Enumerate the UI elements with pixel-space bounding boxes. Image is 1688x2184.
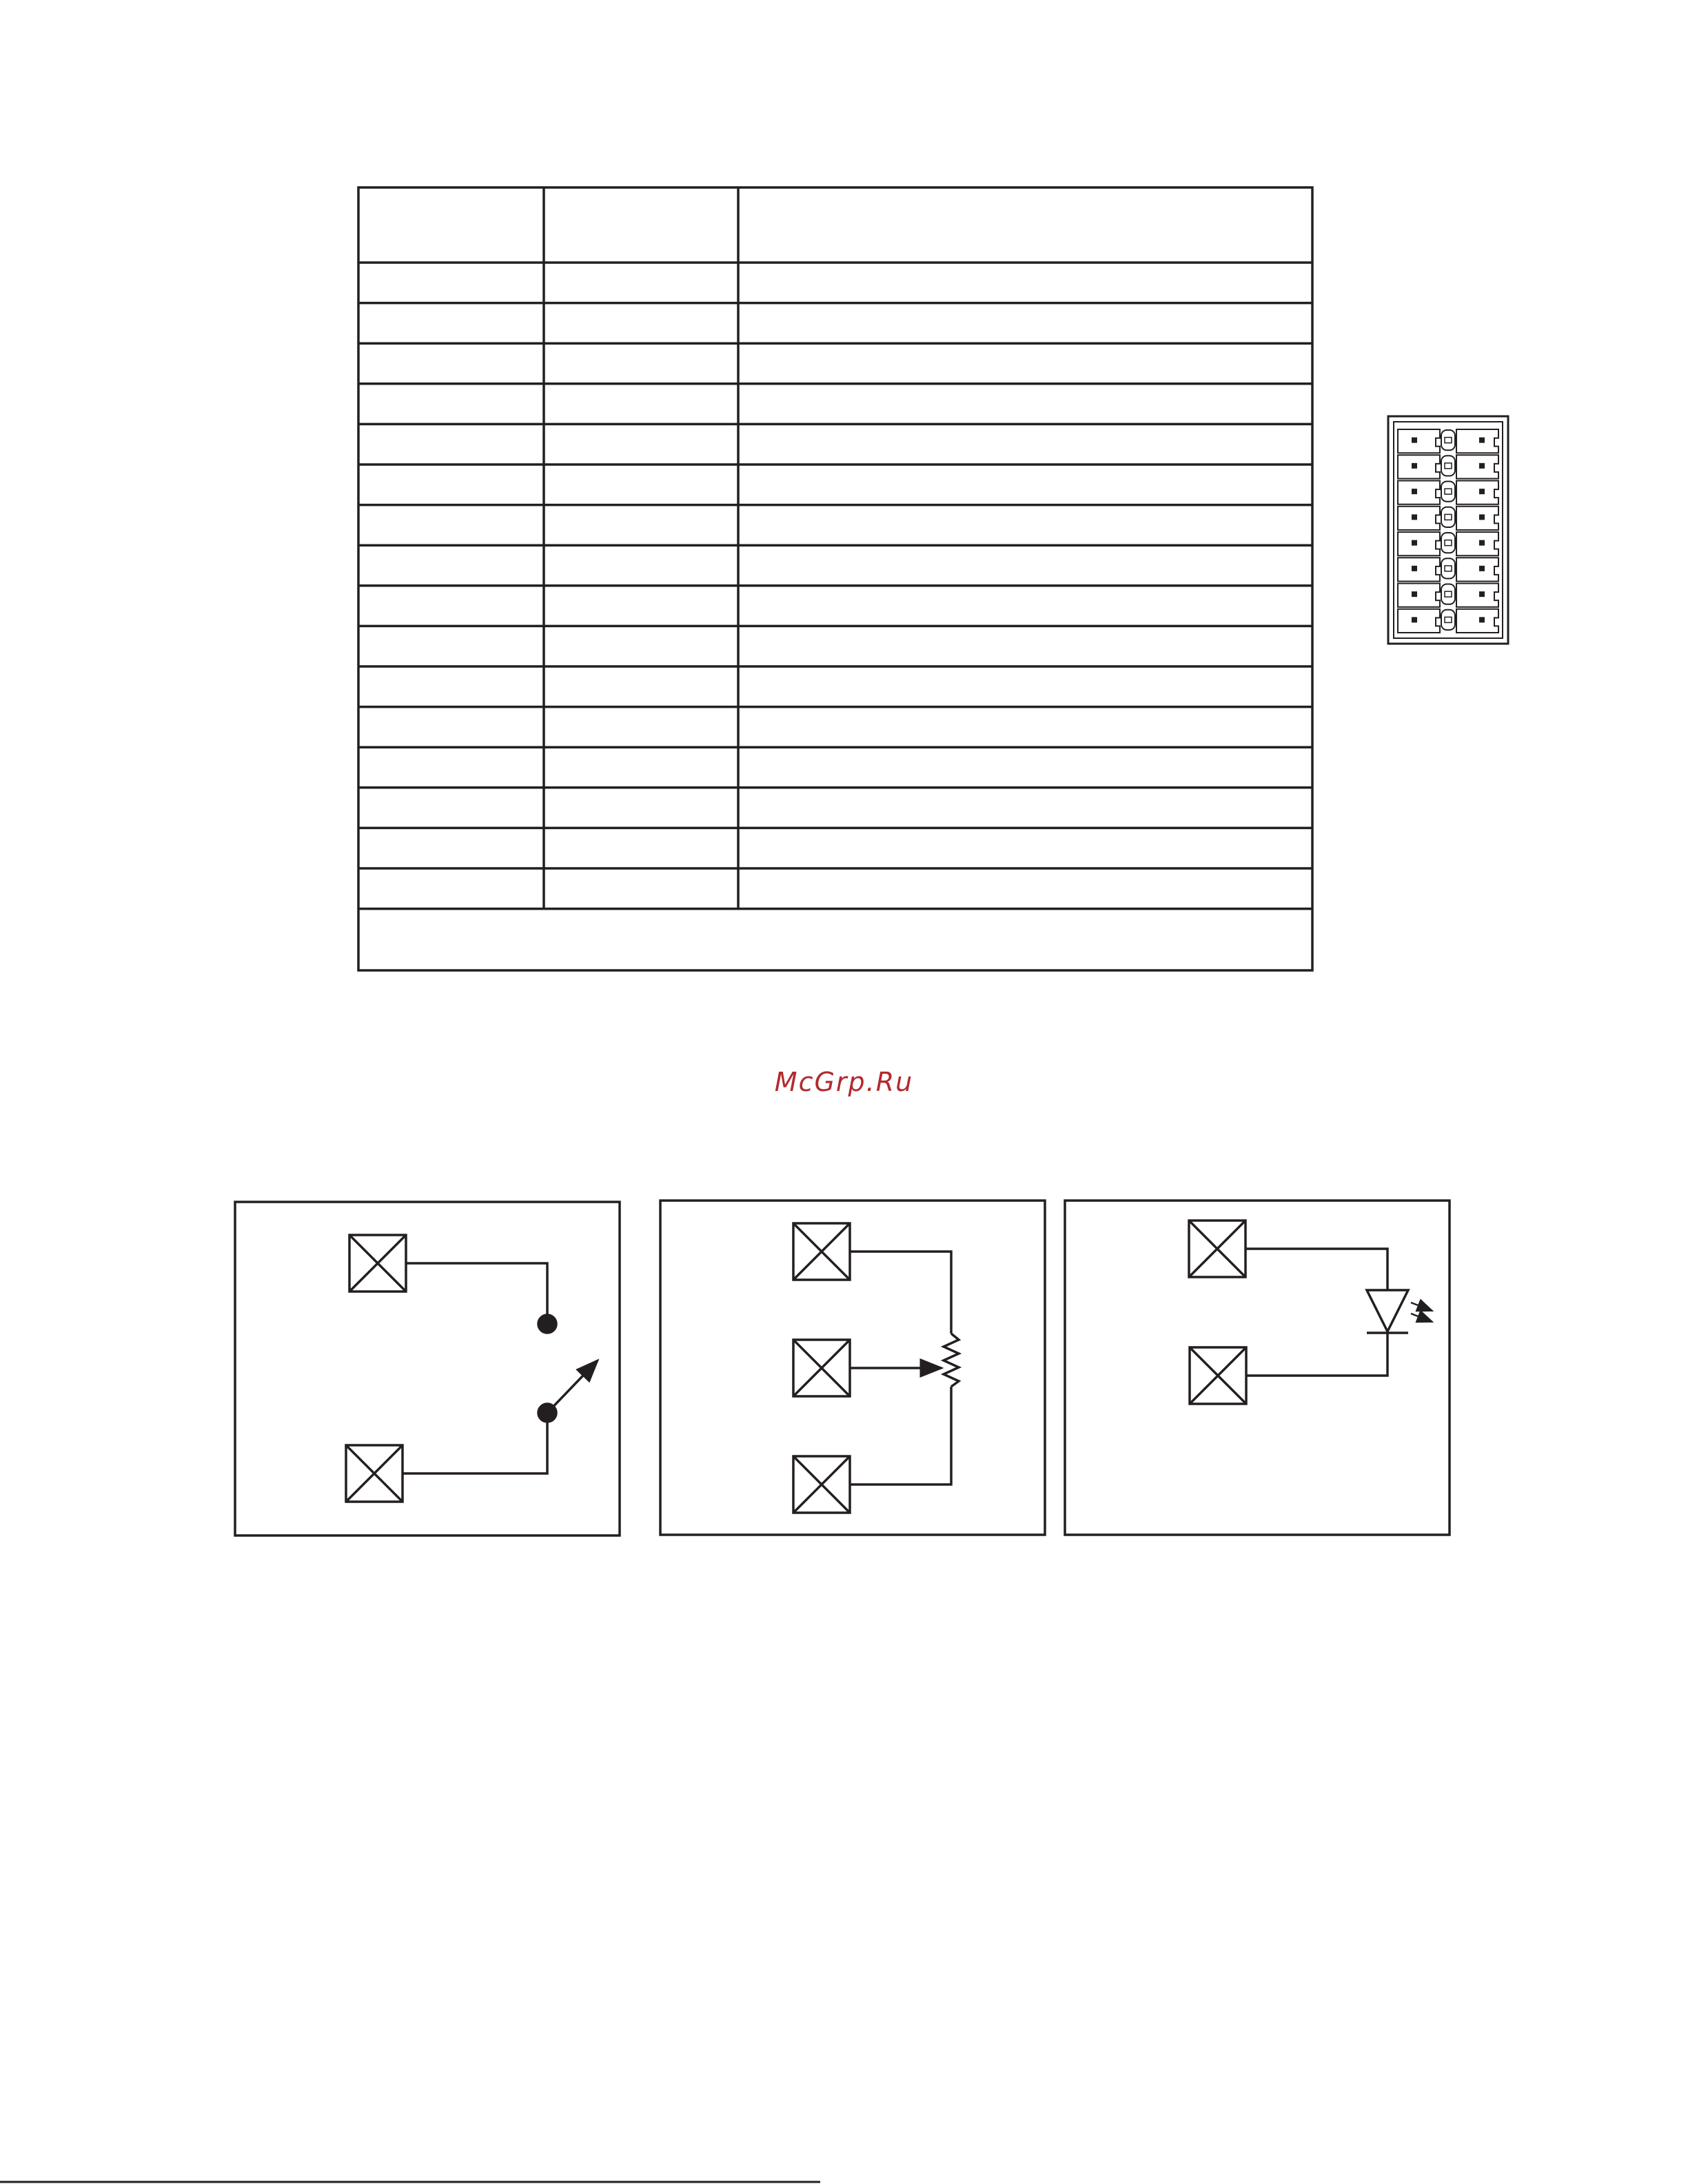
terminal-slot-left	[1398, 455, 1440, 478]
terminal-slot-right	[1456, 558, 1498, 581]
terminal-latch-icon	[1441, 482, 1455, 502]
terminal-slot-left	[1398, 609, 1440, 633]
terminal-screw-icon	[1412, 617, 1417, 622]
terminal-latch-window	[1445, 540, 1452, 546]
terminal-latch-icon	[1441, 610, 1455, 630]
terminal-latch-icon	[1441, 584, 1455, 604]
wire	[850, 1387, 951, 1484]
terminal-screw-icon	[1412, 438, 1417, 443]
terminal-screw-icon	[1479, 591, 1485, 597]
terminal-2-icon	[793, 1340, 850, 1396]
terminal-screw-icon	[1479, 438, 1485, 443]
terminal-2-icon	[346, 1445, 403, 1502]
terminal-connector-icon	[1388, 416, 1508, 644]
terminal-latch-icon	[1441, 558, 1455, 578]
terminal-screw-icon	[1412, 514, 1417, 520]
terminal-screw-icon	[1479, 489, 1485, 494]
terminal-latch-window	[1445, 566, 1452, 571]
terminal-slot-left	[1398, 507, 1440, 530]
terminal-2-icon	[1190, 1347, 1246, 1404]
terminal-screw-icon	[1412, 591, 1417, 597]
light-ray-icon	[1411, 1303, 1432, 1311]
terminal-slot-right	[1456, 507, 1498, 530]
terminal-latch-icon	[1441, 456, 1455, 476]
wire	[850, 1252, 951, 1334]
terminal-screw-icon	[1412, 463, 1417, 469]
terminal-screw-icon	[1479, 540, 1485, 546]
terminal-latch-window	[1445, 591, 1452, 597]
terminal-screw-icon	[1412, 566, 1417, 571]
terminal-slot-left	[1398, 481, 1440, 504]
terminal-screw-icon	[1479, 463, 1485, 469]
led-triangle-icon	[1367, 1290, 1408, 1331]
terminal-latch-icon	[1441, 430, 1455, 450]
terminal-latch-icon	[1441, 533, 1455, 553]
switch-diagram-frame	[235, 1202, 620, 1535]
terminal-1-icon	[1189, 1221, 1245, 1277]
wire	[403, 1414, 547, 1473]
terminal-slot-left	[1398, 429, 1440, 453]
potentiometer-diagram	[660, 1201, 1045, 1535]
terminal-slot-right	[1456, 481, 1498, 504]
terminal-slot-left	[1398, 584, 1440, 607]
wire	[1245, 1249, 1387, 1290]
terminal-screw-icon	[1479, 514, 1485, 520]
terminal-latch-window	[1445, 489, 1452, 494]
led-diagram	[1065, 1201, 1450, 1535]
wire	[1246, 1333, 1387, 1376]
terminal-latch-window	[1445, 617, 1452, 622]
terminal-3-icon	[793, 1456, 850, 1513]
terminal-slot-right	[1456, 455, 1498, 478]
terminal-screw-icon	[1412, 540, 1417, 546]
terminal-latch-window	[1445, 463, 1452, 469]
terminal-latch-window	[1445, 438, 1452, 443]
terminal-slot-left	[1398, 532, 1440, 555]
table-frame	[358, 187, 1312, 970]
pinout-table	[358, 187, 1312, 970]
switch-diagram	[235, 1202, 620, 1535]
terminal-slot-right	[1456, 532, 1498, 555]
terminal-slot-left	[1398, 558, 1440, 581]
terminal-slot-right	[1456, 429, 1498, 453]
terminal-1-icon	[349, 1235, 406, 1292]
led-diagram-frame	[1065, 1201, 1450, 1535]
terminal-latch-icon	[1441, 507, 1455, 527]
terminal-1-icon	[793, 1223, 850, 1280]
terminal-screw-icon	[1412, 489, 1417, 494]
resistor-zigzag-icon	[944, 1334, 959, 1387]
terminal-slot-right	[1456, 609, 1498, 633]
wire	[406, 1263, 547, 1323]
watermark: McGrp.Ru	[774, 1067, 914, 1097]
terminal-screw-icon	[1479, 566, 1485, 571]
switch-lever-arrow	[547, 1360, 598, 1413]
terminal-slot-right	[1456, 584, 1498, 607]
switch-contact-upper	[538, 1315, 556, 1333]
light-ray-icon	[1411, 1314, 1432, 1322]
terminal-screw-icon	[1479, 617, 1485, 622]
terminal-latch-window	[1445, 514, 1452, 520]
